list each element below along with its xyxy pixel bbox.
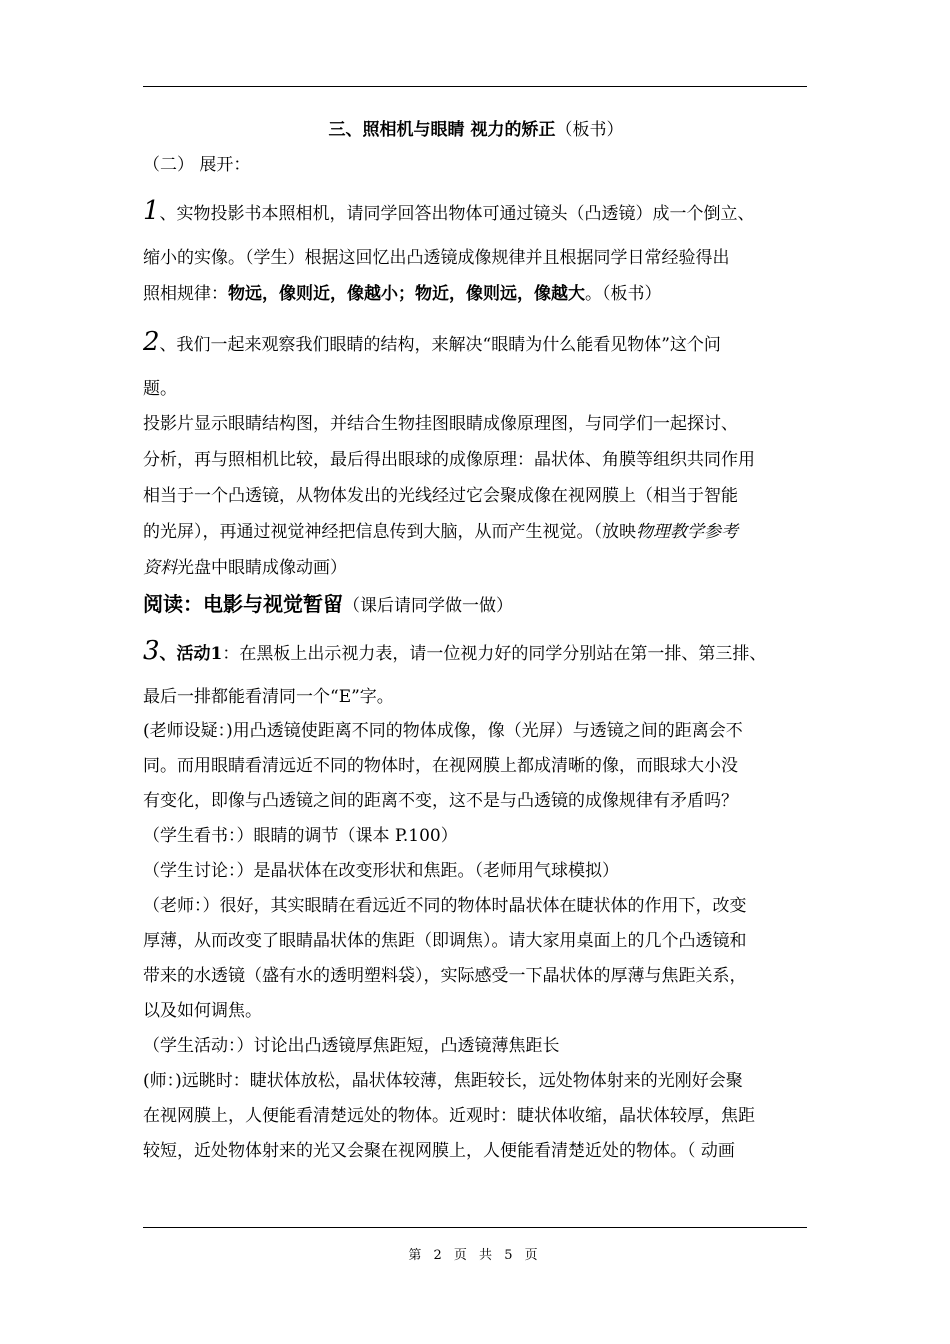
p1-rule-bold: 物远，像则近，像越小；物近，像则远，像越大 <box>228 284 585 304</box>
p3-line-7: （学生讨论：）是晶状体在改变形状和焦距。（老师用气球模拟） <box>143 861 619 881</box>
title-note: （板书） <box>555 120 624 140</box>
p3-line-13: (师：)远眺时：睫状体放松，晶状体较薄，焦距较长，远处物体射来的光刚好会聚 <box>143 1071 743 1091</box>
p3-line-6: （学生看书：）眼睛的调节（课本 P.100） <box>143 826 458 846</box>
p3-number: 3 <box>143 636 160 666</box>
p3-line-5: 有变化，即像与凸透镜之间的距离不变，这不是与凸透镜的成像规律有矛盾吗？ <box>143 791 738 811</box>
p3-line-11: 以及如何调焦。 <box>143 1001 262 1021</box>
p1-line-2: 缩小的实像。（学生）根据这回忆出凸透镜成像规律并且根据同学日常经验得出 <box>143 248 730 268</box>
p2-number: 2 <box>143 327 160 357</box>
p3-line-9: 厚薄，从而改变了眼睛晶状体的焦距（即调焦）。请大家用桌面上的几个凸透镜和 <box>143 931 747 951</box>
p2-line-7 <box>143 550 809 586</box>
reading-note: （课后请同学做一做） <box>343 596 513 616</box>
p1-line-3 <box>143 276 809 312</box>
p2-line-4: 分析，再与照相机比较，最后得出眼球的成像原理：晶状体、角膜等组织共同作用 <box>143 450 755 470</box>
p2-text-6-pre: 的光屏），再通过视觉神经把信息传到大脑，从而产生视觉。（放映 <box>143 522 636 542</box>
footer-rule <box>143 1227 807 1228</box>
header-rule <box>143 86 807 87</box>
p3-line-14: 在视网膜上，人便能看清楚远处的物体。近观时：睫状体收缩，晶状体较厚，焦距 <box>143 1106 755 1126</box>
p3-activity-label: 、活动1 <box>159 644 223 664</box>
p2-line-2: 题。 <box>143 379 177 399</box>
p1-line-1 <box>143 182 809 240</box>
p3-text-1: ：在黑板上出示视力表，请一位视力好的同学分别站在第一排、第三排、 <box>222 644 767 664</box>
p2-line-1 <box>143 312 809 372</box>
page-body <box>143 112 809 1169</box>
p2-text-7-italic: 资料 <box>143 558 177 578</box>
section-heading: （二） 展开： <box>143 155 251 175</box>
page-number: 第 2 页 共 5 页 <box>408 1248 542 1263</box>
p2-line-6 <box>143 514 809 550</box>
p1-text-3-post: 。（板书） <box>585 284 662 304</box>
p3-line-15: 较短，近处物体射来的光又会聚在视网膜上，人便能看清楚近处的物体。（ 动画 <box>143 1141 735 1161</box>
p3-line-2: 最后一排都能看清同一个“E”字。 <box>143 687 394 707</box>
p2-text-7-post: 光盘中眼睛成像动画） <box>177 558 347 578</box>
title-text: 三、照相机与眼睛 视力的矫正 <box>328 120 556 140</box>
p1-number: 1 <box>143 196 160 226</box>
p3-line-10: 带来的水透镜（盛有水的透明塑料袋），实际感受一下晶状体的厚薄与焦距关系， <box>143 966 747 986</box>
p3-line-4: 同。而用眼睛看清远近不同的物体时，在视网膜上都成清晰的像，而眼球大小没 <box>143 756 738 776</box>
p3-line-1 <box>143 622 809 680</box>
p3-line-12: （学生活动：）讨论出凸透镜厚焦距短，凸透镜薄焦距长 <box>143 1036 560 1056</box>
p2-line-5: 相当于一个凸透镜，从物体发出的光线经过它会聚成像在视网膜上（相当于智能 <box>143 486 738 506</box>
p2-text-1: 、我们一起来观察我们眼睛的结构，来解决“眼睛为什么能看见物体”这个问 <box>159 335 721 355</box>
reading-heading: 阅读：电影与视觉暂留 <box>143 592 343 616</box>
p2-text-6-italic: 物理教学参考 <box>636 522 738 542</box>
p3-line-8: （老师：）很好，其实眼睛在看远近不同的物体时晶状体在睫状体的作用下，改变 <box>143 896 747 916</box>
reading-line <box>143 586 809 622</box>
p1-text-1: 、实物投影书本照相机，请同学回答出物体可通过镜头（凸透镜）成一个倒立、 <box>159 204 755 224</box>
p3-line-3: (老师设疑：)用凸透镜使距离不同的物体成像，像（光屏）与透镜之间的距离会不 <box>143 721 743 741</box>
page-title <box>143 112 809 148</box>
p1-text-3-pre: 照相规律： <box>143 284 228 304</box>
p2-line-3: 投影片显示眼睛结构图，并结合生物挂图眼睛成像原理图，与同学们一起探讨、 <box>143 414 738 434</box>
